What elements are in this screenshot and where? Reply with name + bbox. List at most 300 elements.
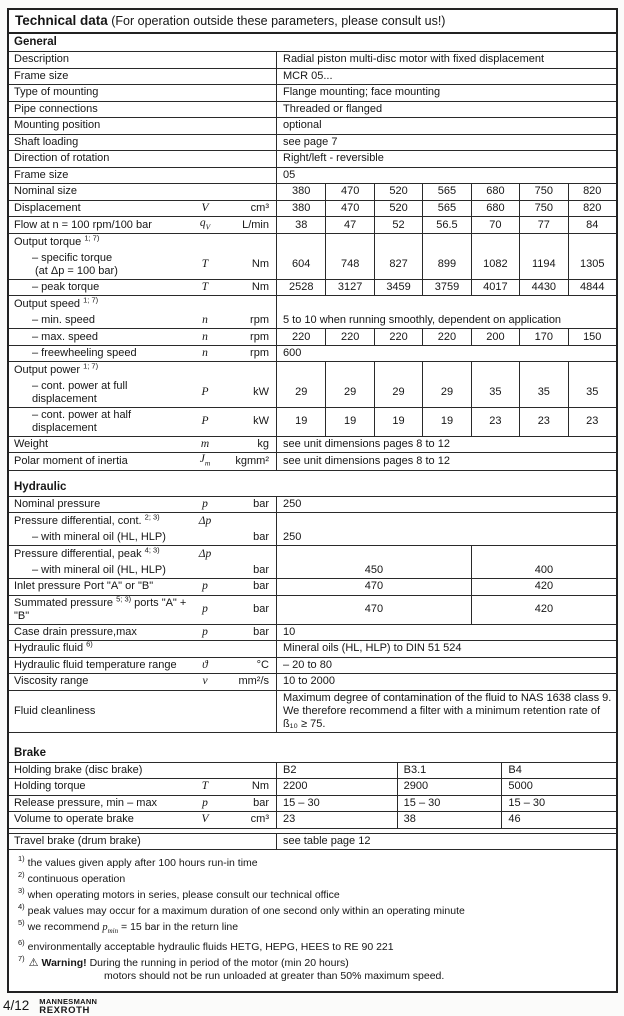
row-left xyxy=(9,280,276,296)
row-label: Flow at n = 100 rpm/100 bar xyxy=(14,218,152,231)
footnote: $^{7)}$ ⚠ Warning! During the running in period of the motor (min 20 hours) motors should not be run unloaded at greater than 50% maximum speed. xyxy=(18,957,606,983)
value-cell xyxy=(422,234,470,251)
row-symbol: T xyxy=(201,780,209,793)
value-cell xyxy=(277,546,471,563)
row-values xyxy=(276,674,616,690)
value-cell: 38 xyxy=(397,812,502,828)
row-left xyxy=(9,168,276,184)
row-symbol: ϑ xyxy=(202,658,208,671)
value-cell xyxy=(519,234,567,251)
value-cell: 2200 xyxy=(283,780,308,793)
row-symbol: T xyxy=(201,258,209,271)
row-label: – freewheeling speed xyxy=(32,347,137,360)
row-left xyxy=(9,362,276,379)
value-cell: 4017 xyxy=(471,280,519,296)
row-left xyxy=(9,408,276,436)
title-note: (For operation outside these parameters, please consult us!) xyxy=(107,14,446,28)
brand-line1: MANNESMANN xyxy=(39,996,98,1006)
value-cell: Threaded or flanged xyxy=(283,102,383,115)
table-row xyxy=(9,513,616,530)
row-left xyxy=(9,593,276,624)
table-row xyxy=(9,674,616,691)
row-values xyxy=(276,85,616,101)
row-unit: rpm xyxy=(250,314,269,327)
value-cell: 170 xyxy=(519,329,567,345)
row-left xyxy=(9,513,276,530)
table-row xyxy=(9,234,616,251)
row-label: Nominal pressure xyxy=(14,497,101,510)
section-gap xyxy=(9,733,616,745)
row-label: Shaft loading xyxy=(14,135,79,148)
row-unit: rpm xyxy=(250,330,269,343)
value-cell xyxy=(471,546,616,563)
row-values xyxy=(276,251,616,279)
table-row xyxy=(9,763,616,780)
row-unit: bar xyxy=(253,625,269,638)
value-cell xyxy=(568,362,616,379)
row-symbol: $J_m$ xyxy=(199,453,211,468)
value-cell xyxy=(374,234,422,251)
table-row xyxy=(9,168,616,185)
row-symbol: Δp xyxy=(198,514,212,527)
section-header: Hydraulic xyxy=(9,479,616,497)
value-cell: 38 xyxy=(295,218,308,231)
value-cell: 77 xyxy=(519,217,567,233)
table-row xyxy=(9,579,616,596)
row-unit: bar xyxy=(253,796,269,809)
footnotes xyxy=(9,850,616,991)
value-cell: 84 xyxy=(568,217,616,233)
row-values xyxy=(276,658,616,674)
row-values xyxy=(276,546,616,563)
row-label: – cont. power at half displacement xyxy=(32,408,132,434)
row-left xyxy=(9,763,276,779)
value-cell: 820 xyxy=(568,201,616,217)
row-unit: kW xyxy=(253,386,269,399)
row-unit: °C xyxy=(256,658,269,671)
row-values xyxy=(276,625,616,641)
table-row xyxy=(9,796,616,813)
row-symbol: P xyxy=(201,386,209,399)
value-cell: Flange mounting; face mounting xyxy=(283,86,441,99)
value-cell: 29 xyxy=(374,379,422,407)
table-row xyxy=(9,408,616,437)
value-cell xyxy=(277,362,325,379)
row-values xyxy=(276,329,616,345)
value-cell: Radial piston multi-disc motor with fixed displacement xyxy=(283,53,545,66)
value-cell: 56.5 xyxy=(422,217,470,233)
row-left xyxy=(9,234,276,251)
row-values xyxy=(276,641,616,657)
table-row xyxy=(9,546,616,563)
row-left xyxy=(9,546,276,563)
row-symbol: n xyxy=(202,347,208,360)
value-cell: 827 xyxy=(374,251,422,279)
row-symbol: p xyxy=(202,580,208,593)
value-cell: 05 xyxy=(283,168,296,181)
value-cell xyxy=(422,362,470,379)
value-cell: see table page 12 xyxy=(283,834,371,847)
value-cell: 520 xyxy=(374,201,422,217)
table-row xyxy=(9,563,616,580)
value-cell: 5000 xyxy=(501,779,616,795)
value-cell: 29 xyxy=(295,386,308,399)
row-values xyxy=(276,151,616,167)
row-left xyxy=(9,530,276,546)
row-left xyxy=(9,251,276,279)
value-cell: 600 xyxy=(283,347,302,360)
table-row xyxy=(9,201,616,218)
footnote: $^{4)}$ peak values may occur for a maximum duration of one second only within an operating minute xyxy=(18,902,465,917)
row-label: Fluid cleanliness xyxy=(14,704,96,717)
row-left xyxy=(9,379,276,407)
row-label: Holding torque xyxy=(14,780,86,793)
value-cell: B4 xyxy=(501,763,616,779)
row-left xyxy=(9,834,276,849)
row-label: Frame size xyxy=(14,168,69,181)
page-title xyxy=(9,10,616,34)
table-row xyxy=(9,497,616,514)
table-row xyxy=(9,658,616,675)
row-label: Type of mounting xyxy=(14,86,99,99)
table-row xyxy=(9,52,616,69)
row-unit: Nm xyxy=(251,258,269,271)
value-cell: 4430 xyxy=(519,280,567,296)
value-cell: 250 xyxy=(283,530,302,543)
row-left xyxy=(9,52,276,68)
row-unit: rpm xyxy=(250,347,269,360)
row-unit: bar xyxy=(253,530,269,543)
row-unit: bar xyxy=(253,580,269,593)
row-left xyxy=(9,102,276,118)
row-values xyxy=(276,102,616,118)
table-row xyxy=(9,346,616,363)
value-cell: 4844 xyxy=(568,280,616,296)
row-label: Hydraulic fluid temperature range xyxy=(14,658,177,671)
row-symbol: m xyxy=(200,438,210,451)
value-cell: 150 xyxy=(568,329,616,345)
value-cell: 470 xyxy=(325,201,373,217)
value-cell: 748 xyxy=(325,251,373,279)
row-values xyxy=(276,296,616,313)
value-cell: 1194 xyxy=(519,251,567,279)
value-cell: 23 xyxy=(568,408,616,436)
footnote: $^{1)}$ the values given apply after 100 hours run-in time xyxy=(18,854,258,869)
row-unit: kW xyxy=(253,415,269,428)
row-values xyxy=(276,234,616,251)
page-footer xyxy=(3,993,618,1016)
row-label: – min. speed xyxy=(32,314,95,327)
value-cell: 1305 xyxy=(568,251,616,279)
row-values xyxy=(276,453,616,469)
table-row xyxy=(9,151,616,168)
row-label-line2: (at Δp = 100 bar) xyxy=(35,264,118,277)
table-content xyxy=(9,34,616,850)
value-cell: see unit dimensions pages 8 to 12 xyxy=(283,454,450,467)
value-cell: Mineral oils (HL, HLP) to DIN 51 524 xyxy=(283,642,462,655)
row-symbol: p xyxy=(202,796,208,809)
brand-line2: REXROTH xyxy=(39,1004,90,1016)
value-cell: see page 7 xyxy=(283,135,338,148)
row-left xyxy=(9,625,276,641)
value-cell: 450 xyxy=(364,563,384,576)
row-unit: kg xyxy=(257,438,269,451)
value-cell: 15 – 30 xyxy=(283,796,320,809)
row-symbol: p xyxy=(202,603,208,616)
row-values xyxy=(276,579,616,595)
row-left xyxy=(9,313,276,329)
value-cell: 46 xyxy=(501,812,616,828)
row-label: Inlet pressure Port "A" or "B" xyxy=(14,580,154,593)
row-label: – max. speed xyxy=(32,330,99,343)
row-values xyxy=(276,346,616,362)
row-label: Direction of rotation xyxy=(14,152,110,165)
value-cell xyxy=(471,234,519,251)
value-cell: 19 xyxy=(422,408,470,436)
value-cell: 680 xyxy=(471,184,519,200)
brand-logo xyxy=(39,998,97,1016)
row-label: Output speed $^{1; 7)}$ xyxy=(14,295,99,311)
section-gap xyxy=(9,471,616,479)
row-label: Holding brake (disc brake) xyxy=(14,763,143,776)
value-cell xyxy=(374,362,422,379)
row-unit: bar xyxy=(253,603,269,616)
row-symbol: n xyxy=(202,314,208,327)
value-cell xyxy=(471,362,519,379)
value-cell: 220 xyxy=(374,329,422,345)
value-cell: Right/left - reversible xyxy=(283,152,384,165)
value-cell: B2 xyxy=(283,763,297,776)
value-cell: 820 xyxy=(568,184,616,200)
row-symbol: P xyxy=(201,415,209,428)
row-unit: kgmm² xyxy=(235,454,269,467)
value-cell: 899 xyxy=(422,251,470,279)
table-row xyxy=(9,217,616,234)
row-left xyxy=(9,779,276,795)
row-values xyxy=(276,362,616,379)
row-label: – peak torque xyxy=(32,281,100,294)
row-values xyxy=(276,201,616,217)
row-left xyxy=(9,453,276,469)
value-cell xyxy=(325,362,373,379)
footnote: $^{3)}$ when operating motors in series, please consult our technical office xyxy=(18,886,340,901)
value-cell: 470 xyxy=(364,580,384,593)
row-left xyxy=(9,217,276,233)
row-symbol: Δp xyxy=(198,547,212,560)
row-values xyxy=(276,812,616,828)
value-cell: see unit dimensions pages 8 to 12 xyxy=(283,438,450,451)
value-cell: 23 xyxy=(471,408,519,436)
value-cell: 3127 xyxy=(325,280,373,296)
value-cell: 2900 xyxy=(397,779,502,795)
row-values xyxy=(276,796,616,812)
row-label: Pressure differential, cont. $^{2; 3)}$ xyxy=(14,512,160,527)
footnote: $^{5)}$ we recommend $p_{min} = 15$ bar in the return line xyxy=(18,918,239,935)
value-cell: B3.1 xyxy=(397,763,502,779)
row-values xyxy=(276,779,616,795)
row-symbol: T xyxy=(201,281,209,294)
footnote-line2: motors should not be run unloaded at greater than 50% maximum speed. xyxy=(104,969,445,982)
value-cell: 220 xyxy=(325,329,373,345)
row-symbol: V xyxy=(201,201,209,214)
row-values xyxy=(276,513,616,530)
row-label: Summated pressure $^{5; 3)}$ ports "A" + "B" xyxy=(14,593,187,622)
value-cell: 750 xyxy=(519,184,567,200)
row-label: Description xyxy=(14,53,70,66)
value-cell: 23 xyxy=(283,813,296,826)
row-values xyxy=(276,52,616,68)
row-label: Output torque $^{1; 7)}$ xyxy=(14,233,100,249)
table-row xyxy=(9,625,616,642)
row-left xyxy=(9,346,276,362)
value-cell: 47 xyxy=(325,217,373,233)
value-cell: optional xyxy=(283,119,322,132)
row-label: Polar moment of inertia xyxy=(14,454,128,467)
row-left xyxy=(9,812,276,828)
page-number: 4/12 xyxy=(3,997,30,1013)
row-label: Travel brake (drum brake) xyxy=(14,834,141,847)
row-left xyxy=(9,184,276,200)
value-cell: 35 xyxy=(471,379,519,407)
row-unit: L/min xyxy=(242,218,269,231)
row-label: – specific torque (at Δp = 100 bar) xyxy=(9,251,188,279)
value-cell: 520 xyxy=(374,184,422,200)
row-symbol: p xyxy=(202,625,208,638)
row-left xyxy=(9,658,276,674)
value-cell xyxy=(519,362,567,379)
row-values xyxy=(276,69,616,85)
row-label: Pressure differential, peak $^{4; 3)}$ xyxy=(14,545,160,560)
value-cell xyxy=(325,234,373,251)
row-unit: mm²/s xyxy=(238,675,269,688)
row-values xyxy=(276,563,616,579)
row-values xyxy=(276,763,616,779)
value-cell: Maximum degree of contamination of the fluid to NAS 1638 class 9. We therefore recommend a filter with a minimum retention rate of ß₁₀ ≥ 75. xyxy=(283,691,612,730)
row-label: Hydraulic fluid $^{6)}$ xyxy=(14,639,93,655)
row-values xyxy=(276,379,616,407)
row-values xyxy=(276,408,616,436)
row-symbol: V xyxy=(201,813,209,826)
value-cell: 400 xyxy=(471,563,616,579)
row-left xyxy=(9,437,276,453)
row-label: Weight xyxy=(14,438,49,451)
value-cell: 565 xyxy=(422,184,470,200)
table-row xyxy=(9,118,616,135)
row-label: Frame size xyxy=(14,69,69,82)
value-cell: 5 to 10 when running smoothly, dependent on application xyxy=(283,314,562,327)
row-values xyxy=(276,118,616,134)
row-label: – cont. power at full displacement xyxy=(32,379,128,405)
table-row xyxy=(9,102,616,119)
table-row xyxy=(9,812,616,829)
row-unit: cm³ xyxy=(250,813,269,826)
footnote: $^{6)}$ environmentally acceptable hydraulic fluids HETG, HEPG, HEES to RE 90 221 xyxy=(18,938,394,953)
row-values xyxy=(276,834,616,849)
value-cell: 420 xyxy=(471,579,616,595)
row-left xyxy=(9,691,276,732)
row-unit: bar xyxy=(253,497,269,510)
value-cell: 29 xyxy=(422,379,470,407)
value-cell: 565 xyxy=(422,201,470,217)
row-values xyxy=(276,217,616,233)
row-label: – with mineral oil (HL, HLP) xyxy=(32,563,166,576)
row-values xyxy=(276,313,616,329)
row-values xyxy=(276,596,616,624)
table-row xyxy=(9,437,616,454)
value-cell: 420 xyxy=(471,596,616,624)
value-cell: 3759 xyxy=(422,280,470,296)
table-row xyxy=(9,530,616,547)
table-row xyxy=(9,379,616,408)
row-values xyxy=(276,184,616,200)
value-cell: 15 – 30 xyxy=(397,796,502,812)
row-values xyxy=(276,135,616,151)
section-header: General xyxy=(9,34,616,52)
value-cell: 15 – 30 xyxy=(501,796,616,812)
table-row xyxy=(9,184,616,201)
value-cell: 19 xyxy=(295,415,308,428)
table-row xyxy=(9,779,616,796)
value-cell: 35 xyxy=(519,379,567,407)
value-cell: 470 xyxy=(364,603,384,616)
value-cell: 23 xyxy=(519,408,567,436)
row-values xyxy=(276,437,616,453)
value-cell: 52 xyxy=(374,217,422,233)
row-values xyxy=(276,530,616,546)
row-left xyxy=(9,497,276,513)
footnote: $^{2)}$ continuous operation xyxy=(18,870,126,885)
value-cell: 220 xyxy=(422,329,470,345)
row-values xyxy=(276,497,616,513)
row-values xyxy=(276,280,616,296)
table-row xyxy=(9,85,616,102)
table-row xyxy=(9,313,616,330)
row-label: Nominal size xyxy=(14,185,77,198)
row-label: Volume to operate brake xyxy=(14,813,134,826)
value-cell: 200 xyxy=(471,329,519,345)
value-cell: 19 xyxy=(325,408,373,436)
row-left xyxy=(9,201,276,217)
value-cell: 10 to 2000 xyxy=(283,675,335,688)
row-label: Displacement xyxy=(14,201,81,214)
table-row xyxy=(9,593,616,625)
row-label: Release pressure, min – max xyxy=(14,796,158,809)
table-row xyxy=(9,641,616,658)
row-symbol: $q_V$ xyxy=(199,217,211,232)
value-cell: 19 xyxy=(374,408,422,436)
value-cell: MCR 05... xyxy=(283,69,333,82)
row-left xyxy=(9,674,276,690)
row-unit: Nm xyxy=(251,780,269,793)
value-cell: 250 xyxy=(283,497,302,510)
row-label: Case drain pressure,max xyxy=(14,625,137,638)
table-row xyxy=(9,135,616,152)
table-row xyxy=(9,296,616,313)
row-unit: cm³ xyxy=(250,201,269,214)
value-cell xyxy=(277,234,325,251)
row-left xyxy=(9,151,276,167)
value-cell: 10 xyxy=(283,625,296,638)
table-row xyxy=(9,69,616,86)
row-left xyxy=(9,563,276,579)
row-left xyxy=(9,135,276,151)
row-left xyxy=(9,118,276,134)
row-label: Viscosity range xyxy=(14,675,89,688)
row-left xyxy=(9,329,276,345)
value-cell: 70 xyxy=(471,217,519,233)
value-cell: 29 xyxy=(325,379,373,407)
table-row xyxy=(9,833,616,850)
